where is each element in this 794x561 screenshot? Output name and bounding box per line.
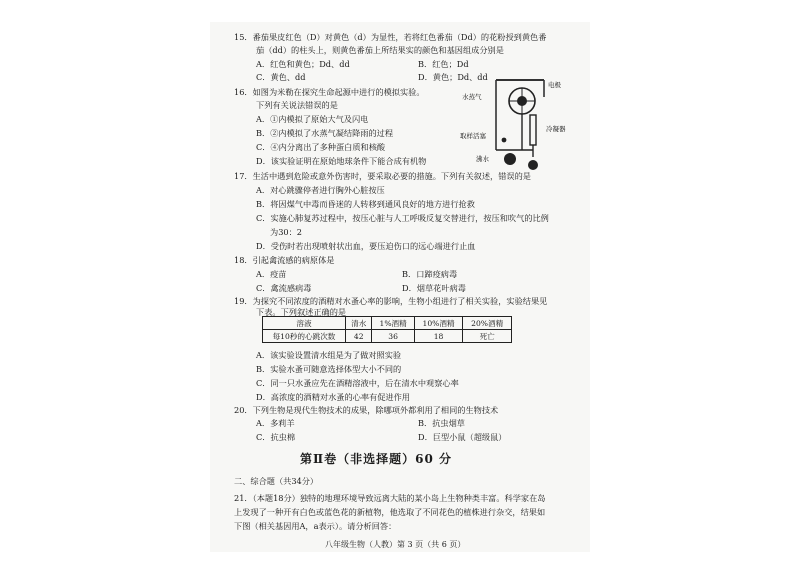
q18-option-b: B．口蹄疫病毒: [402, 269, 458, 279]
q19-option-a: A．该实验设置清水组是为了做对照实验: [256, 350, 402, 360]
table-cell: 死亡: [463, 330, 512, 343]
q18-option-c: C．禽流感病毒: [256, 283, 312, 293]
q19-results-table: [262, 316, 512, 343]
q15-option-b: B．红色；Dd: [418, 59, 469, 69]
table-row: [263, 330, 512, 343]
q15-option-a: A．红色和黄色；Dd、dd: [256, 59, 350, 69]
section-2-part: 二、综合题（共34分）: [234, 476, 319, 486]
q20-stem: 20．下列生物是现代生物技术的成果，除哪项外都利用了相同的生物技术: [234, 405, 499, 415]
table-row: [263, 317, 512, 330]
q18-stem: 18．引起禽流感的病原体是: [234, 255, 335, 265]
q15-stem-2: 茄（dd）的柱头上，则黄色番茄上所结果实的颜色和基因组成分别是: [256, 45, 504, 55]
q19-option-b: B．实验水蚤可随意选择体型大小不同的: [256, 364, 402, 374]
boiling-flask: [504, 153, 516, 165]
table-cell: 每10秒的心跳次数: [263, 330, 346, 343]
q16-option-c: C．④内分离出了多种蛋白质和核酸: [256, 142, 386, 152]
q20-option-a: A．多莉羊: [256, 418, 295, 428]
q16-option-d: D．该实验证明在原始地球条件下能合成有机物: [256, 156, 427, 166]
q20-option-b: B．抗虫烟草: [418, 418, 465, 428]
table-cell: 36: [372, 330, 414, 343]
q18-option-a: A．疫苗: [256, 269, 287, 279]
label-boiling-water: 沸水: [476, 155, 489, 163]
table-header-cell: 溶液: [263, 317, 346, 330]
table-header-cell: 1%酒精: [372, 317, 414, 330]
table-cell: 42: [346, 330, 372, 343]
q20-option-d: D．巨型小鼠（超级鼠）: [418, 432, 507, 442]
q21-stem-3: 下图（相关基因用A，a表示）。请分析回答：: [234, 521, 397, 531]
condenser: [530, 115, 536, 145]
q20-option-c: C．抗虫棉: [256, 432, 296, 442]
label-electrode: 电极: [548, 81, 561, 89]
q17-stem: 17．生活中遇到危险或意外伤害时，要采取必要的措施。下列有关叙述，错误的是: [234, 171, 531, 181]
section-2-title: 第Ⅱ卷（非选择题）60 分: [300, 452, 452, 466]
table-header-cell: 10%酒精: [414, 317, 463, 330]
q19-stem-2: 下表。下列叙述正确的是: [256, 307, 347, 317]
q21-stem-2: 上发现了一种开有白色或蓝色花的新植物，他选取了不同花色的植株进行杂交，结果如: [234, 507, 546, 517]
q18-option-d: D．烟草花叶病毒: [402, 283, 466, 293]
q15-option-d: D．黄色；Dd、dd: [418, 72, 488, 82]
q17-option-d: D．受伤时若出现喷射状出血，要压迫伤口的远心端进行止血: [256, 241, 476, 251]
q19-option-c: C．同一只水蚤应先在酒精溶液中，后在清水中观察心率: [256, 378, 459, 388]
label-sampling-valve: 取样活塞: [460, 132, 486, 140]
q17-option-c: C．实施心肺复苏过程中，按压心脏与人工呼吸反复交替进行，按压和吹气的比例: [256, 213, 549, 223]
q15-option-c: C．黄色、dd: [256, 72, 306, 82]
label-vapor: 水蒸气: [462, 93, 482, 101]
q16-option-a: A．①内模拟了原始大气及闪电: [256, 114, 369, 124]
page-footer: 八年级生物（人教）第 3 页（共 6 页）: [325, 540, 466, 549]
q19-option-d: D．高浓度的酒精对水蚤的心率有促进作用: [256, 392, 410, 402]
q16-stem-1: 16．如图为米勒在探究生命起源中进行的模拟实验。: [234, 87, 425, 97]
table-cell: 18: [414, 330, 463, 343]
table-header-cell: 清水: [346, 317, 372, 330]
q17-option-a: A．对心跳骤停者进行胸外心脏按压: [256, 185, 385, 195]
miller-apparatus-figure: [460, 75, 570, 175]
q16-option-b: B．②内模拟了水蒸气凝结降雨的过程: [256, 128, 394, 138]
label-condenser: 冷凝器: [546, 125, 566, 133]
table-header-cell: 20%酒精: [463, 317, 512, 330]
q17-option-b: B．将因煤气中毒而昏迷的人转移到通风良好的地方进行抢救: [256, 199, 475, 209]
q17-option-c-cont: 为30：2: [270, 227, 303, 237]
q21-stem-1: 21．（本题18分）独特的地理环境导致远离大陆的某小岛上生物种类丰富。科学家在岛: [234, 493, 546, 503]
q16-stem-2: 下列有关说法错误的是: [256, 100, 338, 110]
q19-stem-1: 19．为探究不同浓度的酒精对水蚤心率的影响，生物小组进行了相关实验，实验结果见: [234, 296, 548, 306]
q15-stem-1: 15．番茄果皮红色（D）对黄色（d）为显性，若将红色番茄（Dd）的花粉授到黄色番: [234, 32, 547, 42]
